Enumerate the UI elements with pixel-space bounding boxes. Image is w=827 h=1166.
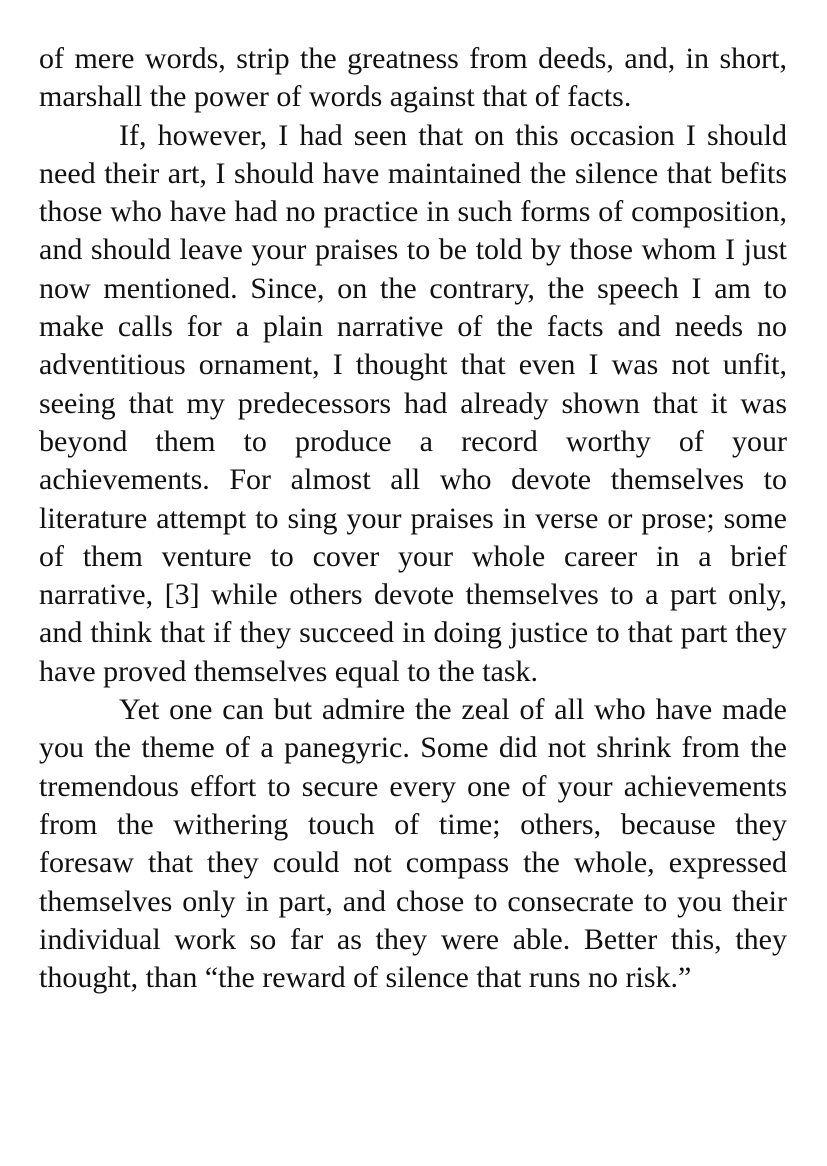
paragraph-2: If, however, I had seen that on this occasion I should need their art, I should have maintained the silence that befits those who have had no practice in such forms of composition, and should leave your praises to be told by those whom I just now mentioned. Since, on the contrary, the speech I am to make calls for a plain narrative of the facts and needs no adventitious ornament, I thought that even I was not unfit, seeing that my predecessors had already shown that it was beyond them to produce a record worthy of your achievements. For almost all who devote themselves to literature attempt to sing your praises in verse or prose; some of them venture to cover your whole career in a brief narrative, [3] while others devote themselves to a part only, and think that if they succeed in doing justice to that part they have proved themselves equal to the task. <box>39 118 787 688</box>
paragraph-3: Yet one can but admire the zeal of all who have made you the theme of a panegyric. Some did not shrink from the tremendous effort to secure every one of your achievements from the withering touch of time; others, because they foresaw that they could not compass the whole, expressed themselves only in part, and chose to consecrate to you their individual work so far as they were able. Better this, they thought, than “the reward of silence that runs no risk.” <box>39 693 787 995</box>
document-page <box>39 40 787 997</box>
paragraph-1: of mere words, strip the greatness from deeds, and, in short, marshall the power of words against that of facts. <box>39 42 787 114</box>
